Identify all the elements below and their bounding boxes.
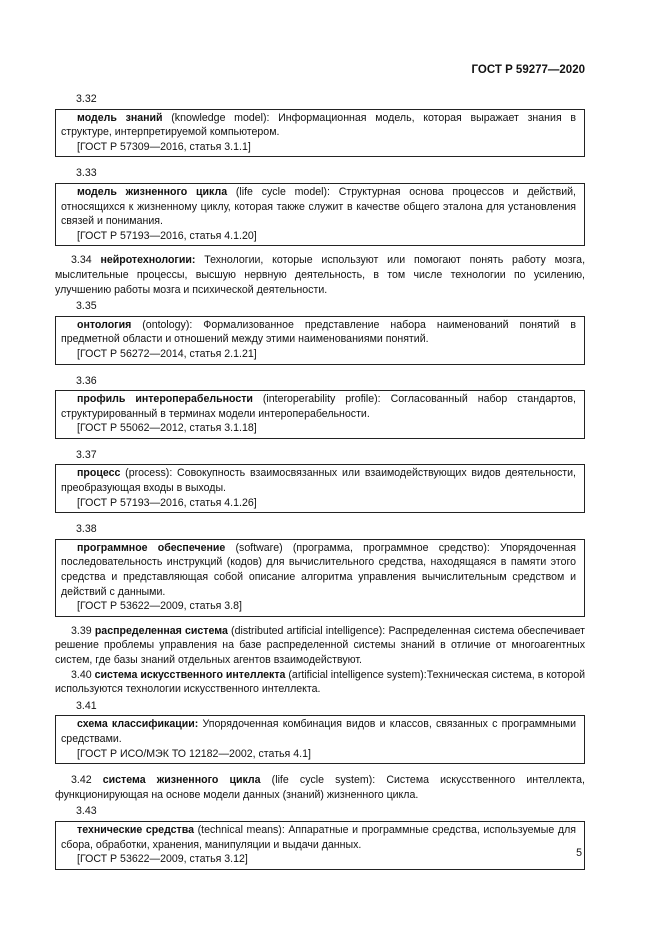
document-header: ГОСТ Р 59277—2020 (471, 64, 585, 76)
entry-number: 3.42 (71, 774, 103, 787)
term: модель жизненного цикла (77, 185, 228, 198)
entry-number: 3.36 (76, 374, 97, 387)
source-reference: [ГОСТ Р 53622—2009, статья 3.12] (77, 853, 248, 866)
entry-number: 3.41 (76, 699, 97, 712)
term-box (55, 715, 585, 764)
term: программное обеспечение (77, 541, 226, 554)
definition: Технологии, которые используют или помогают понять работу мозга, мыслительные процессы, высшую нервную деятельность, в том числе технологии по усилению, улучшению работы мозга и психической деятельности. (55, 254, 586, 296)
definition: (ontology): Формализованное представление набора наименований понятий в предметной области и отношений между этими наименованиями понятий. (61, 318, 576, 346)
term: система жизненного цикла (102, 774, 261, 787)
term: процесс (77, 467, 121, 480)
definition: (life cycle system): Система искусственного интеллекта, функционирующая на основе модели данных (знаний) жизненного цикла. (55, 774, 586, 801)
definition: (interoperability profile): Согласованный набор стандартов, структурированный в терминах модели интероперабельности. (61, 393, 576, 420)
term-paragraph (55, 624, 585, 668)
entry-number: 3.38 (76, 523, 97, 536)
definition: (technical means): Аппаратные и программные средства, используемые для сбора, обработки, хранения, манипуляции и выдачи данных. (61, 823, 576, 851)
term: нейротехнологии: (100, 254, 196, 267)
source-reference: [ГОСТ Р 57309—2016, статья 3.1.1] (77, 140, 251, 153)
definition: (artificial intelligence system):Техническая система, в которой используются технологии искусственного интеллекта. (55, 668, 586, 696)
terms-list (55, 88, 585, 870)
term: онтология (77, 318, 132, 331)
entry-number: 3.37 (76, 448, 97, 461)
source-reference: [ГОСТ Р ИСО/МЭК ТО 12182—2002, статья 4.1] (77, 747, 311, 760)
entry-number: 3.35 (76, 300, 97, 313)
term-box (55, 390, 585, 439)
term-box (55, 821, 585, 870)
term: схема классификации: (77, 718, 199, 731)
term: распределенная система (94, 624, 228, 637)
source-reference: [ГОСТ Р 56272—2014, статья 2.1.21] (77, 347, 257, 360)
definition: (software) (программа, программное средство): Упорядоченная последовательность инструкций (кодов) для вычислительного средства, находящаяся в памяти этого средства и представляющая собой описание алгоритма управления вычислительным средством и действий с данными. (61, 541, 577, 598)
term-paragraph (55, 253, 585, 297)
definition: (distributed artificial intelligence): Распределенная система обеспечивает решение проблемы управления на базе распределенной системы знаний в отличие от многоагентных систем, где базы знаний отдельных агентов взаимодействуют. (55, 624, 585, 666)
entry-number: 3.39 (71, 624, 95, 637)
term-paragraph (55, 668, 585, 697)
term-box (55, 109, 585, 158)
entry-number: 3.34 (71, 254, 101, 267)
term-paragraph (55, 773, 585, 802)
term-box (55, 183, 585, 246)
term: технические средства (77, 823, 195, 836)
term: модель знаний (77, 111, 163, 124)
entry-number: 3.43 (76, 805, 97, 818)
source-reference: [ГОСТ Р 57193—2016, статья 4.1.26] (77, 496, 257, 509)
source-reference: [ГОСТ Р 57193—2016, статья 4.1.20] (77, 229, 257, 242)
definition: (process): Совокупность взаимосвязанных или взаимодействующих видов деятельности, преобразующая входы в выходы. (61, 467, 576, 495)
entry-number: 3.40 (71, 668, 95, 681)
source-reference: [ГОСТ Р 55062—2012, статья 3.1.18] (77, 422, 257, 435)
term-box (55, 464, 585, 513)
term: система искусственного интеллекта (94, 668, 286, 681)
source-reference: [ГОСТ Р 53622—2009, статья 3.8] (77, 600, 242, 613)
entry-number: 3.32 (76, 93, 97, 105)
entry-number: 3.33 (76, 167, 97, 180)
term-box (55, 539, 585, 617)
definition: (knowledge model): Информационная модель, которая выражает знания в структуре, интерпретируемой компьютером. (61, 111, 577, 139)
term: профиль интероперабельности (77, 393, 253, 406)
term-box (55, 316, 585, 365)
definition: Упорядоченная комбинация видов и классов, связанных с программными средствами. (61, 718, 576, 745)
page-number: 5 (576, 847, 582, 859)
definition: (life cycle model): Структурная основа процессов и действий, относящихся к жизненному циклу, которая также служит в качестве общего эталона для установления связей и понимания. (61, 185, 576, 228)
